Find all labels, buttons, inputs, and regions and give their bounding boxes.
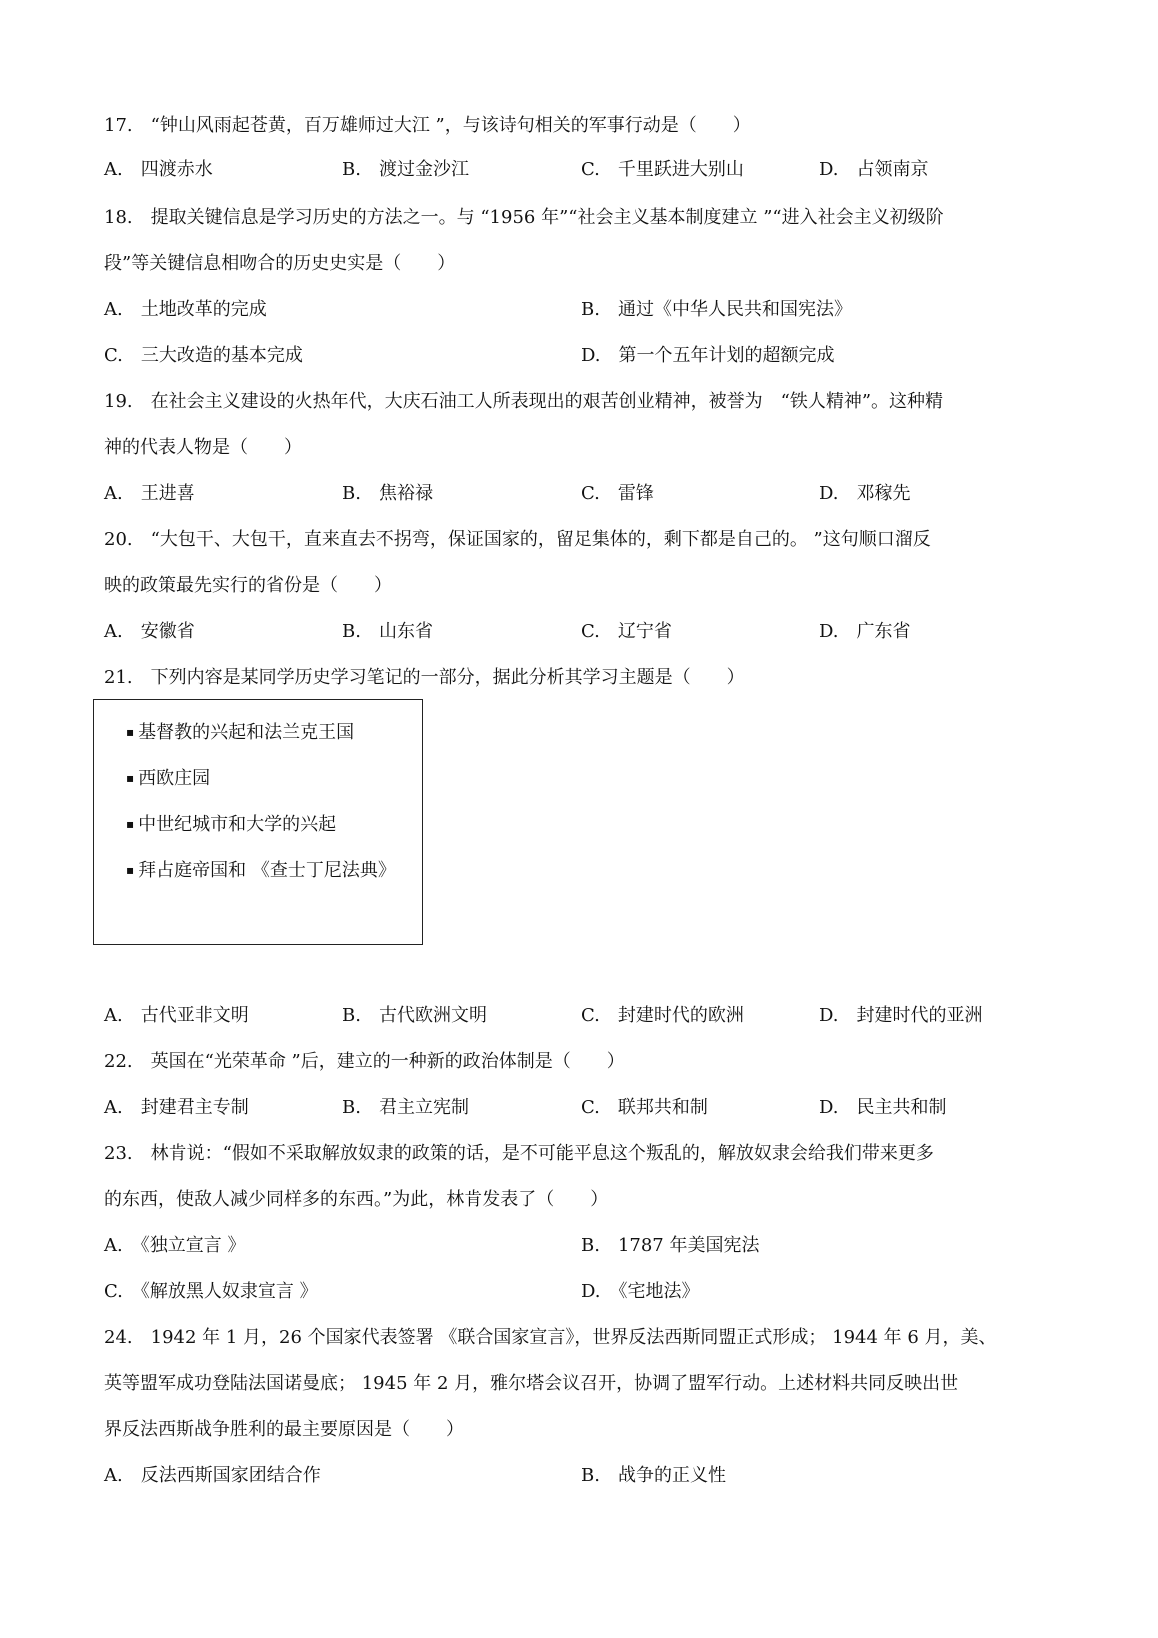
q20-option-b: B. 山东省 — [342, 621, 433, 642]
q17-option-c: C. 千里跃进大别山 — [581, 159, 744, 180]
question-18-stem-line-1: 18. 提取关键信息是学习历史的方法之一。与 “1956 年”“社会主义基本制度建立 ”“进入社会主义初级阶 — [104, 207, 944, 228]
q21-option-b: B. 古代欧洲文明 — [342, 1005, 487, 1026]
q21-option-c: C. 封建时代的欧洲 — [581, 1005, 744, 1026]
q22-option-b: B. 君主立宪制 — [342, 1097, 469, 1118]
question-20-stem-line-1: 20. “大包干、大包干，直来直去不拐弯，保证国家的，留足集体的，剩下都是自己的。 ”这句顺口溜反 — [104, 529, 931, 550]
question-22-stem: 22. 英国在“光荣革命 ”后，建立的一种新的政治体制是（ ） — [104, 1051, 625, 1072]
q23-option-d: D. 《宅地法》 — [581, 1281, 700, 1302]
question-21-stem: 21. 下列内容是某同学历史学习笔记的一部分，据此分析其学习主题是（ ） — [104, 667, 745, 688]
q22-option-a: A. 封建君主专制 — [104, 1097, 249, 1118]
question-24-stem-line-1: 24. 1942 年 1 月，26 个国家代表签署 《联合国家宣言》，世界反法西斯同盟正式形成； 1944 年 6 月，美、 — [104, 1327, 997, 1348]
q17-option-a: A. 四渡赤水 — [104, 159, 213, 180]
q19-option-d: D. 邓稼先 — [819, 483, 911, 504]
question-20-stem-line-2: 映的政策最先实行的省份是（ ） — [104, 575, 392, 596]
q20-option-a: A. 安徽省 — [104, 621, 195, 642]
q21-option-a: A. 古代亚非文明 — [104, 1005, 249, 1026]
note-item: ▪ 拜占庭帝国和 《查士丁尼法典》 — [126, 858, 396, 883]
q21-option-d: D. 封建时代的亚洲 — [819, 1005, 983, 1026]
q19-option-c: C. 雷锋 — [581, 483, 654, 504]
study-notes-box — [93, 699, 423, 945]
question-23-stem-line-1: 23. 林肯说：“假如不采取解放奴隶的政策的话，是不可能平息这个叛乱的，解放奴隶会给我们带来更多 — [104, 1143, 934, 1164]
q23-option-b: B. 1787 年美国宪法 — [581, 1235, 760, 1256]
q22-option-d: D. 民主共和制 — [819, 1097, 947, 1118]
q24-option-b: B. 战争的正义性 — [581, 1465, 726, 1486]
note-item: ▪ 基督教的兴起和法兰克王国 — [126, 720, 354, 745]
question-19-stem-line-2: 神的代表人物是（ ） — [104, 437, 302, 458]
question-19-stem-line-1: 19. 在社会主义建设的火热年代，大庆石油工人所表现出的艰苦创业精神，被誉为 “铁人精神”。这种精 — [104, 391, 944, 412]
q18-option-c: C. 三大改造的基本完成 — [104, 345, 303, 366]
question-17-stem: 17. “钟山风雨起苍黄，百万雄师过大江 ”，与该诗句相关的军事行动是（ ） — [104, 115, 751, 136]
q17-option-d: D. 占领南京 — [819, 159, 929, 180]
q20-option-c: C. 辽宁省 — [581, 621, 672, 642]
q22-option-c: C. 联邦共和制 — [581, 1097, 708, 1118]
q23-option-c: C. 《解放黑人奴隶宣言 》 — [104, 1281, 318, 1302]
q17-option-b: B. 渡过金沙江 — [342, 159, 469, 180]
question-18-stem-line-2: 段”等关键信息相吻合的历史史实是（ ） — [104, 253, 456, 274]
q24-option-a: A. 反法西斯国家团结合作 — [104, 1465, 321, 1486]
question-24-stem-line-2: 英等盟军成功登陆法国诺曼底； 1945 年 2 月，雅尔塔会议召开，协调了盟军行动。上述材料共同反映出世 — [104, 1373, 959, 1394]
question-24-stem-line-3: 界反法西斯战争胜利的最主要原因是（ ） — [104, 1419, 464, 1440]
q19-option-a: A. 王进喜 — [104, 483, 195, 504]
q18-option-d: D. 第一个五年计划的超额完成 — [581, 345, 835, 366]
question-23-stem-line-2: 的东西，使敌人减少同样多的东西。”为此，林肯发表了（ ） — [104, 1189, 609, 1210]
q19-option-b: B. 焦裕禄 — [342, 483, 433, 504]
q18-option-a: A. 土地改革的完成 — [104, 299, 267, 320]
q18-option-b: B. 通过《中华人民共和国宪法》 — [581, 299, 852, 320]
note-item: ▪ 西欧庄园 — [126, 766, 210, 791]
q20-option-d: D. 广东省 — [819, 621, 911, 642]
note-item: ▪ 中世纪城市和大学的兴起 — [126, 812, 336, 837]
q23-option-a: A. 《独立宣言 》 — [104, 1235, 246, 1256]
